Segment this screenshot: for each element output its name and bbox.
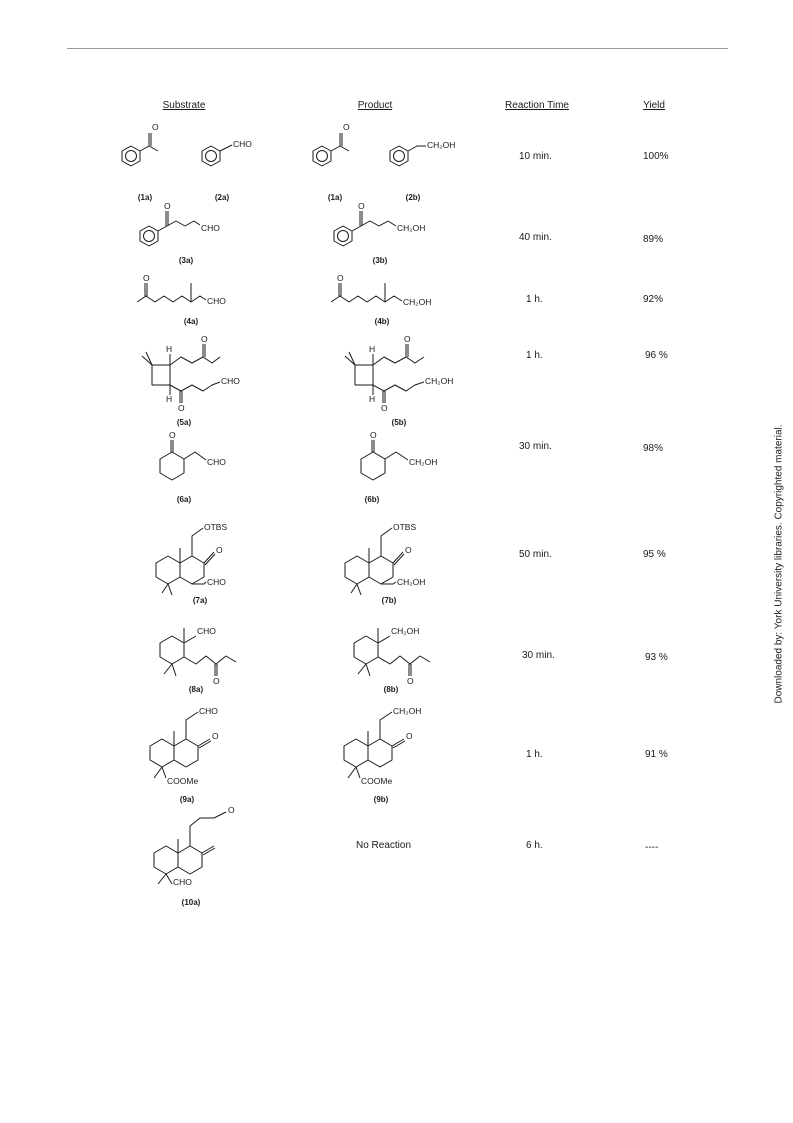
reaction-time: 40 min.: [519, 232, 552, 243]
reaction-time: 50 min.: [519, 549, 552, 560]
reaction-time: 10 min.: [519, 151, 552, 162]
compound-label: (5b): [391, 418, 407, 427]
atom-cho: CHO: [173, 877, 192, 887]
atom-ch2oh: CH₂OH: [393, 706, 422, 716]
atom-o: O: [164, 201, 171, 211]
atom-ch2oh: CH₂OH: [391, 626, 420, 636]
yield-value: 96 %: [645, 350, 668, 361]
atom-o: O: [212, 731, 219, 741]
atom-ch2oh: CH₂OH: [425, 376, 454, 386]
atom-o: O: [152, 122, 159, 132]
compound-label: (4a): [183, 317, 199, 326]
compound-label: (2b): [405, 193, 421, 202]
atom-o: O: [337, 273, 344, 283]
structure-7b: [345, 528, 404, 595]
structure-2a: [202, 145, 232, 166]
atom-o: O: [381, 403, 388, 413]
reaction-time: 1 h.: [526, 350, 543, 361]
compound-label: (3b): [372, 256, 388, 265]
atom-o: O: [358, 201, 365, 211]
no-reaction-text: No Reaction: [356, 840, 412, 851]
reaction-time: 30 min.: [522, 650, 555, 661]
compound-label: (1a): [327, 193, 343, 202]
yield-value: 92%: [643, 294, 664, 305]
compound-label: (4b): [374, 317, 390, 326]
header-yield: Yield: [643, 100, 665, 111]
compound-label: (8a): [188, 685, 204, 694]
atom-coome: COOMe: [361, 776, 393, 786]
atom-cho: CHO: [207, 457, 226, 467]
header-product: Product: [357, 100, 393, 111]
atom-ch2oh: CH₂OH: [397, 577, 426, 587]
header-reaction-time: Reaction Time: [505, 100, 569, 111]
atom-coome: COOMe: [167, 776, 199, 786]
download-notice: Downloaded by: York University libraries. Copyrighted material.: [773, 424, 785, 704]
atom-o: O: [405, 545, 412, 555]
structure-3b: [334, 211, 396, 246]
atom-otbs: OTBS: [393, 522, 417, 532]
yield-value: 98%: [643, 443, 664, 454]
yield-value: 95 %: [643, 549, 666, 560]
compound-label: (9b): [373, 795, 389, 804]
atom-o: O: [406, 731, 413, 741]
compound-label: (3a): [178, 256, 194, 265]
atom-cho: CHO: [221, 376, 240, 386]
atom-h: H: [166, 344, 173, 354]
structure-4b: [331, 283, 402, 302]
compound-label: (8b): [383, 685, 399, 694]
atom-ch2oh: CH₂OH: [403, 297, 432, 307]
atom-o: O: [370, 430, 377, 440]
compound-label: (7b): [381, 596, 397, 605]
atom-o: O: [216, 545, 223, 555]
atom-cho: CHO: [201, 223, 220, 233]
compound-label: (9a): [179, 795, 195, 804]
atom-otbs: OTBS: [204, 522, 228, 532]
atom-cho: CHO: [207, 296, 226, 306]
atom-cho: CHO: [207, 577, 226, 587]
compound-label: (10a): [181, 898, 201, 907]
header-substrate: Substrate: [162, 100, 206, 111]
atom-h: H: [369, 344, 376, 354]
structure-4a: [137, 283, 206, 302]
atom-cho: CHO: [233, 139, 252, 149]
reaction-time: 6 h.: [526, 840, 543, 851]
yield-value: 89%: [643, 234, 664, 245]
atom-o: O: [143, 273, 150, 283]
atom-o: O: [169, 430, 176, 440]
compound-label: (6b): [364, 495, 380, 504]
compound-label: (6a): [176, 495, 192, 504]
yield-value: 100%: [643, 151, 669, 162]
atom-ch2oh: CH₂OH: [409, 457, 438, 467]
structure-6b: [361, 440, 408, 480]
atom-o: O: [228, 805, 235, 815]
atom-o: O: [201, 334, 208, 344]
structure-1a-product: [313, 133, 349, 166]
atom-o: O: [404, 334, 411, 344]
atom-ch2oh: CH₂OH: [397, 223, 426, 233]
structure-3a: [140, 211, 200, 246]
reaction-time: 1 h.: [526, 749, 543, 760]
atom-h: H: [166, 394, 173, 404]
atom-h: H: [369, 394, 376, 404]
reaction-time: 30 min.: [519, 441, 552, 452]
compound-label: (5a): [176, 418, 192, 427]
atom-ch2oh: CH₂OH: [427, 140, 456, 150]
yield-value: 93 %: [645, 652, 668, 663]
atom-cho: CHO: [199, 706, 218, 716]
structure-9b: [344, 712, 405, 778]
structure-2b: [390, 146, 426, 166]
reaction-time: 1 h.: [526, 294, 543, 305]
yield-value: ----: [645, 842, 659, 853]
compound-label: (2a): [214, 193, 230, 202]
compound-label: (7a): [192, 596, 208, 605]
atom-o: O: [178, 403, 185, 413]
compound-label: (1a): [137, 193, 153, 202]
structure-5b: [345, 344, 424, 403]
structure-10a: [154, 812, 226, 884]
yield-value: 91 %: [645, 749, 668, 760]
atom-cho: CHO: [197, 626, 216, 636]
structure-6a: [160, 440, 206, 480]
atom-o: O: [407, 676, 414, 686]
structure-9a: [150, 712, 211, 778]
structure-1a: [122, 133, 158, 166]
atom-o: O: [343, 122, 350, 132]
atom-o: O: [213, 676, 220, 686]
structure-5a: [142, 344, 220, 403]
